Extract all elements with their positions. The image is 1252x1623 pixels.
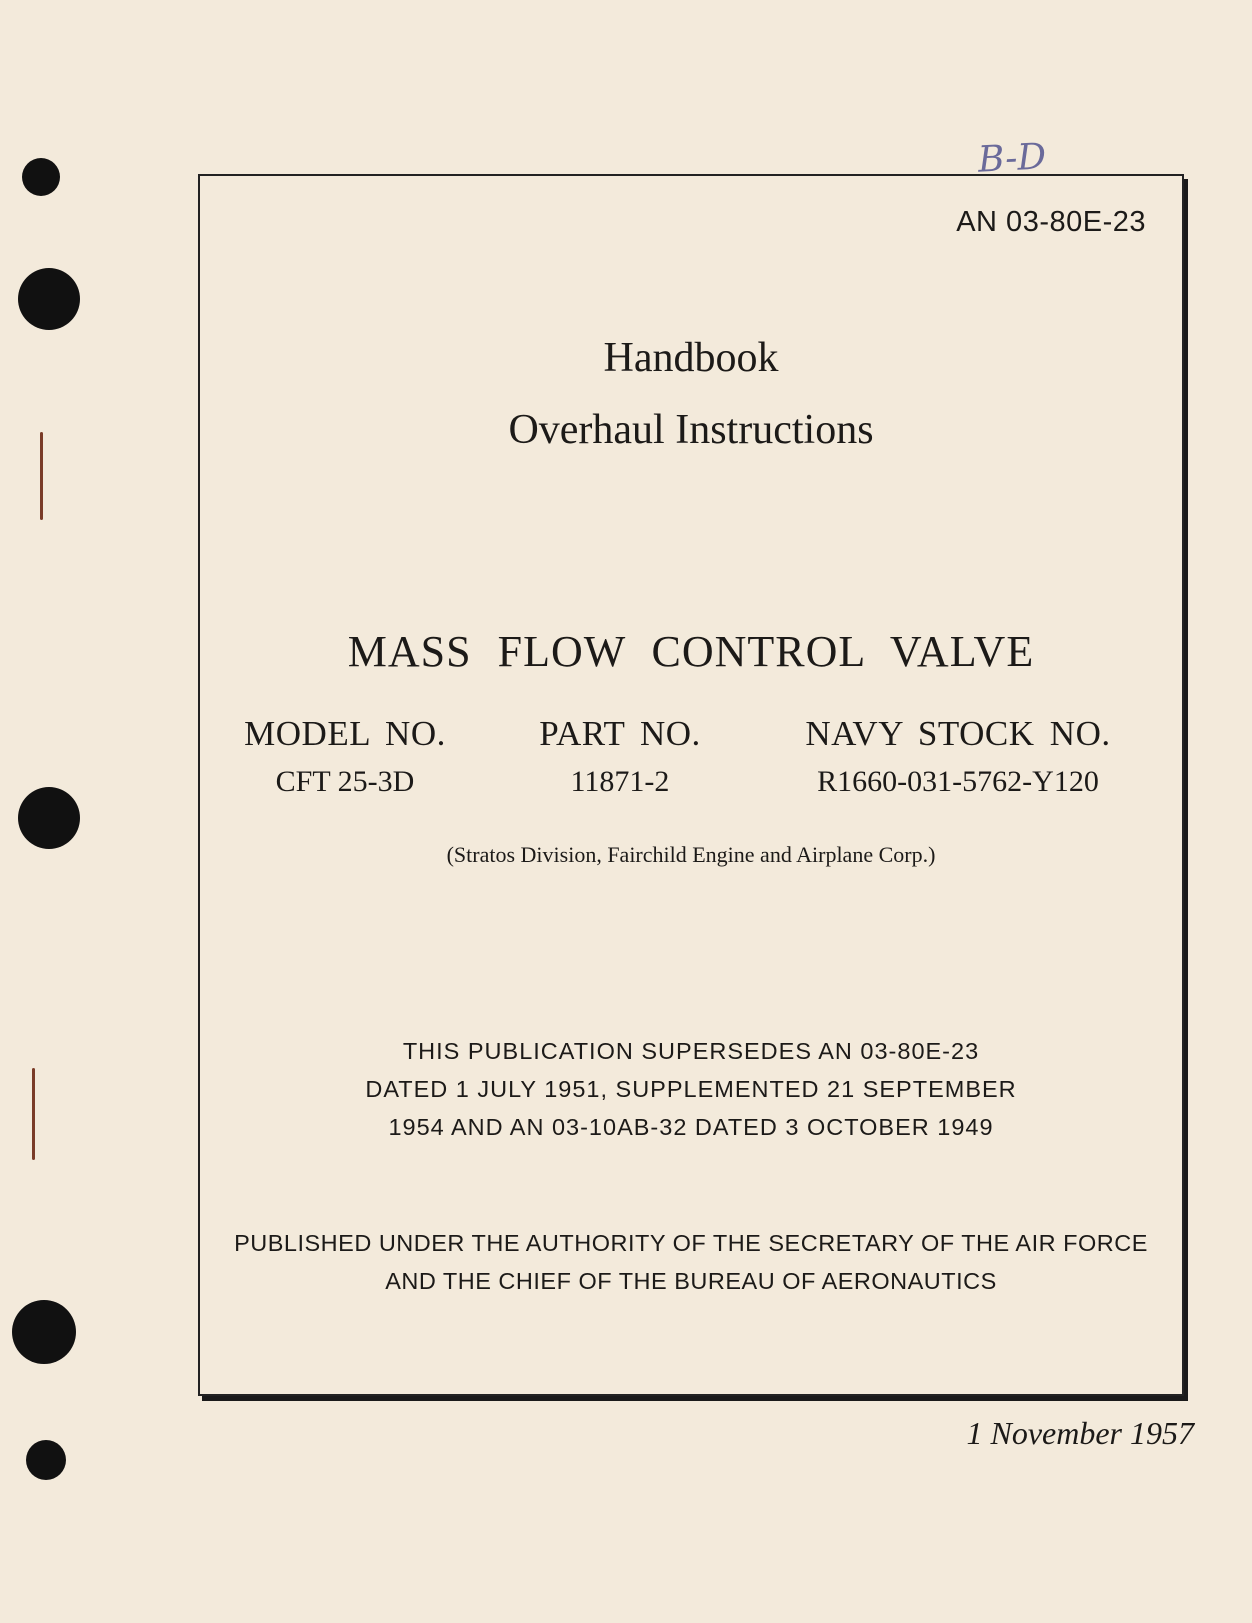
manufacturer-note: (Stratos Division, Fairchild Engine and Airplane Corp.) bbox=[446, 842, 936, 867]
authority-line: AND THE CHIEF OF THE BUREAU OF AERONAUTICS bbox=[385, 1268, 997, 1294]
part-label: PART NO. bbox=[539, 714, 701, 753]
binder-hole-2 bbox=[18, 268, 80, 330]
part-column bbox=[530, 714, 710, 802]
binder-hole-5 bbox=[26, 1440, 66, 1480]
model-column bbox=[240, 714, 450, 802]
supersede-line: DATED 1 JULY 1951, SUPPLEMENTED 21 SEPTEMBER bbox=[365, 1076, 1017, 1102]
title-handbook: Handbook bbox=[603, 335, 779, 381]
model-label: MODEL NO. bbox=[244, 714, 446, 753]
supersede-notice bbox=[200, 1032, 1182, 1146]
part-value: 11871-2 bbox=[570, 765, 670, 798]
navy-stock-label: NAVY STOCK NO. bbox=[805, 714, 1111, 753]
title-overhaul-instructions: Overhaul Instructions bbox=[508, 407, 874, 453]
binder-hole-4 bbox=[12, 1300, 76, 1364]
authority-notice bbox=[200, 1224, 1182, 1300]
navy-stock-column bbox=[788, 714, 1128, 802]
main-title: MASS FLOW CONTROL VALVE bbox=[347, 627, 1035, 676]
publication-date: 1 November 1957 bbox=[966, 1415, 1194, 1451]
handwritten-annotation: B-D bbox=[976, 136, 1048, 181]
margin-mark-1 bbox=[40, 432, 43, 520]
model-value: CFT 25-3D bbox=[275, 765, 415, 798]
cover-frame bbox=[198, 174, 1184, 1396]
navy-stock-value: R1660-031-5762-Y120 bbox=[817, 765, 1099, 798]
supersede-line: THIS PUBLICATION SUPERSEDES AN 03-80E-23 bbox=[402, 1038, 980, 1064]
margin-mark-2 bbox=[32, 1068, 35, 1160]
binder-hole-1 bbox=[22, 158, 60, 196]
authority-line: PUBLISHED UNDER THE AUTHORITY OF THE SECRETARY OF THE AIR FORCE bbox=[234, 1230, 1148, 1256]
supersede-line: 1954 AND AN 03-10AB-32 DATED 3 OCTOBER 1949 bbox=[388, 1114, 994, 1140]
binder-hole-3 bbox=[18, 787, 80, 849]
document-number: AN 03-80E-23 bbox=[956, 206, 1146, 238]
